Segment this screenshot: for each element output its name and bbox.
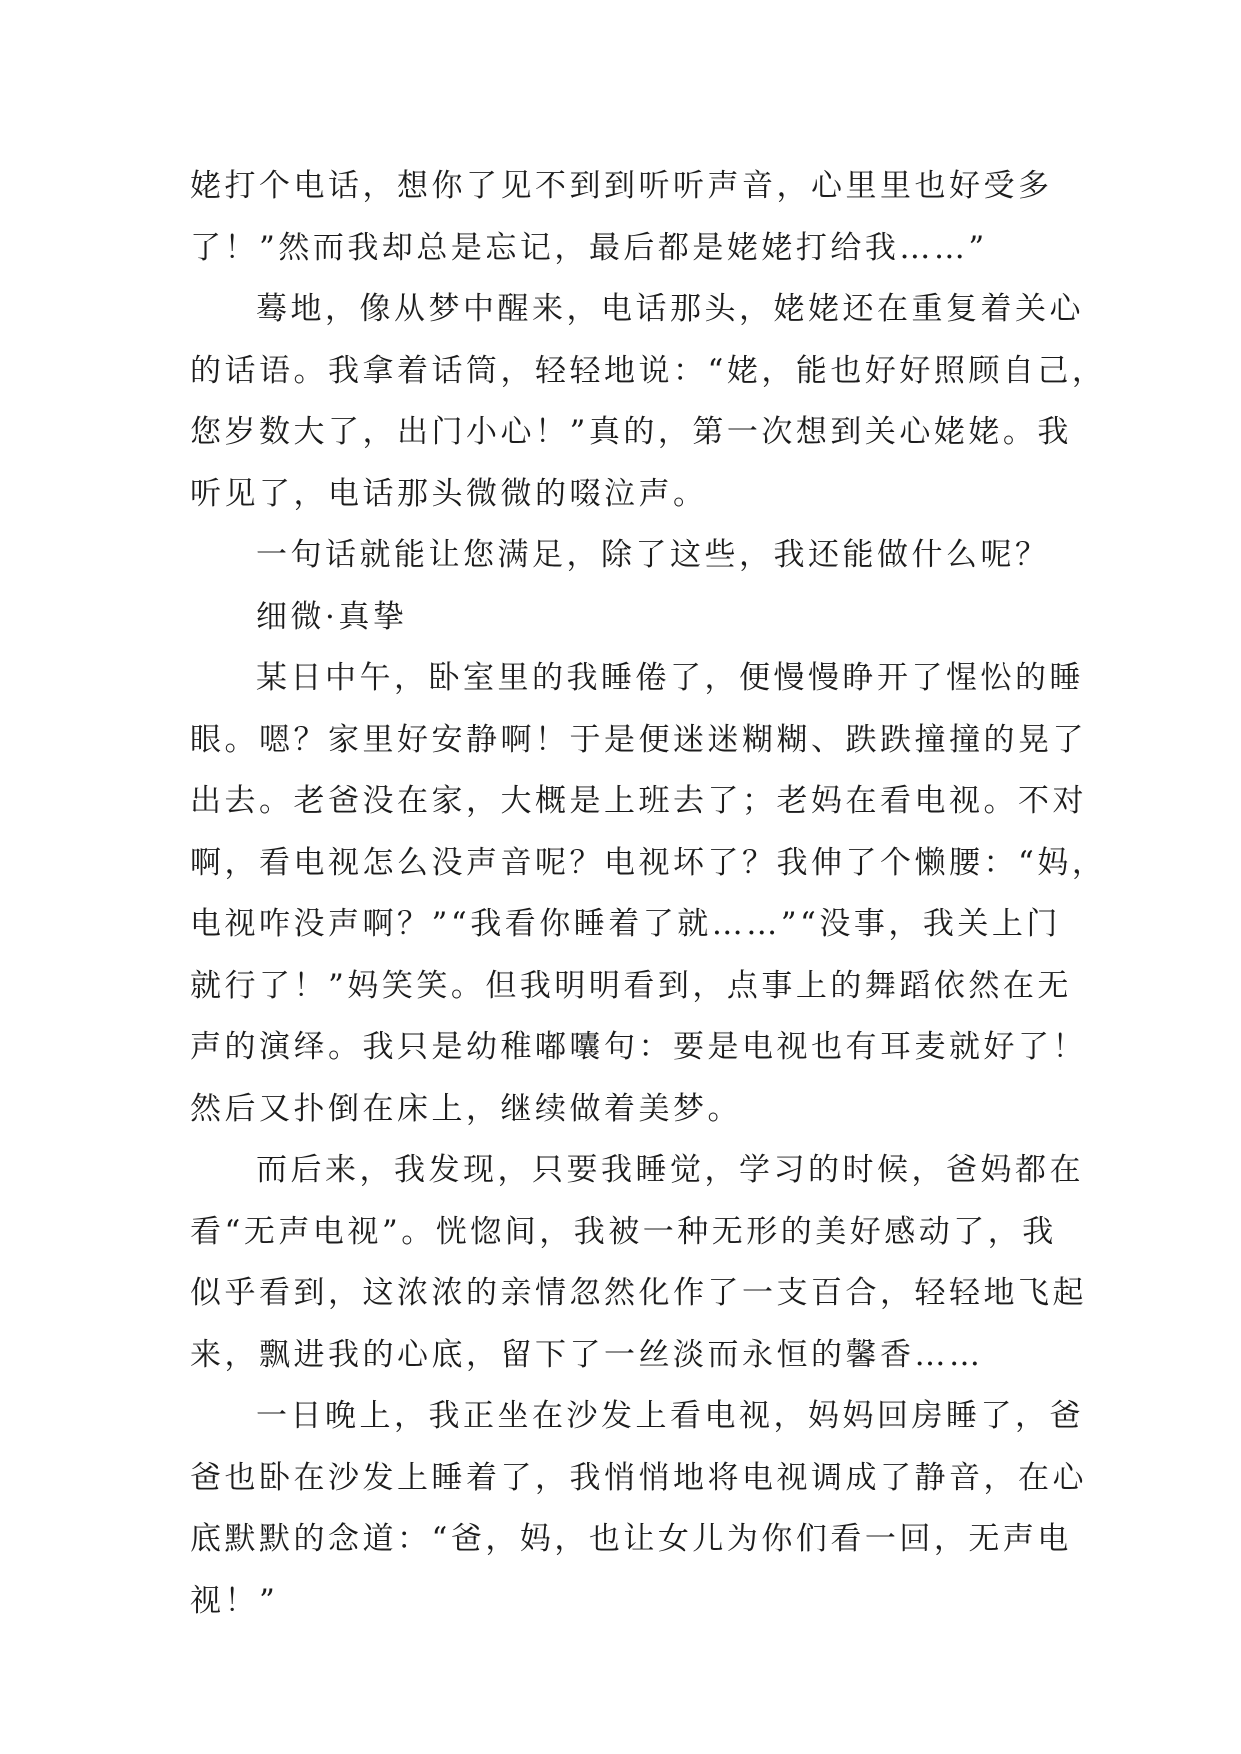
text-line: 看“无声电视”。恍惚间，我被一种无形的美好感动了，我 [190, 1213, 1057, 1250]
text-line: 底默默的念道：“爸，妈，也让女儿为你们看一回，无声电 [190, 1521, 1072, 1557]
text-line: 眼。嗯？家里好安静啊！于是便迷迷糊糊、跌跌撞撞的晃了 [190, 721, 1087, 758]
text-line: 来，飘进我的心底，留下了一丝淡而永恒的馨香…… [190, 1336, 984, 1373]
text-line: 姥打个电话，想你了见不到到听听声音，心里里也好受多 [190, 168, 1053, 204]
text-line: 听见了，电话那头微微的啜泣声。 [190, 475, 708, 512]
text-line: 出去。老爸没在家，大概是上班去了；老妈在看电视。不对 [190, 783, 1087, 819]
text-line: 的话语。我拿着话筒，轻轻地说：“姥，能也好好照顾自己， [190, 352, 1107, 389]
text-line: 声的演绎。我只是幼稚嘟囔句：要是电视也有耳麦就好了！ [190, 1029, 1087, 1065]
text-line: 蓦地，像从梦中醒来，电话那头，姥姥还在重复着关心 [256, 291, 1084, 327]
text-line: 啊，看电视怎么没声音呢？电视坏了？我伸了个懒腰：“妈， [190, 844, 1107, 881]
text-line: 爸也卧在沙发上睡着了，我悄悄地将电视调成了静音，在心 [190, 1459, 1087, 1496]
text-line: 然后又扑倒在床上，继续做着美梦。 [190, 1090, 742, 1127]
text-line: 就行了！”妈笑笑。但我明明看到，点事上的舞蹈依然在无 [190, 967, 1072, 1004]
text-line: 一日晚上，我正坐在沙发上看电视，妈妈回房睡了，爸 [256, 1398, 1084, 1434]
essay-body [190, 156, 1107, 1632]
text-line: 您岁数大了，出门小心！”真的，第一次想到关心姥姥。我 [190, 414, 1072, 450]
text-line: 一句话就能让您满足，除了这些，我还能做什么呢？ [256, 537, 1050, 573]
text-line: 电视咋没声啊？”“我看你睡着了就……”“没事，我关上门 [190, 906, 1061, 942]
text-line: 视！” [190, 1582, 279, 1619]
text-line: 似乎看到，这浓浓的亲情忽然化作了一支百合，轻轻地飞起 [190, 1275, 1087, 1311]
text-line: 某日中午，卧室里的我睡倦了，便慢慢睁开了惺忪的睡 [256, 660, 1084, 696]
text-line: 而后来，我发现，只要我睡觉，学习的时候，爸妈都在 [256, 1152, 1084, 1188]
text-line: 了！”然而我却总是忘记，最后都是姥姥打给我……” [190, 229, 988, 266]
text-line: 细微·真挚 [256, 598, 408, 635]
